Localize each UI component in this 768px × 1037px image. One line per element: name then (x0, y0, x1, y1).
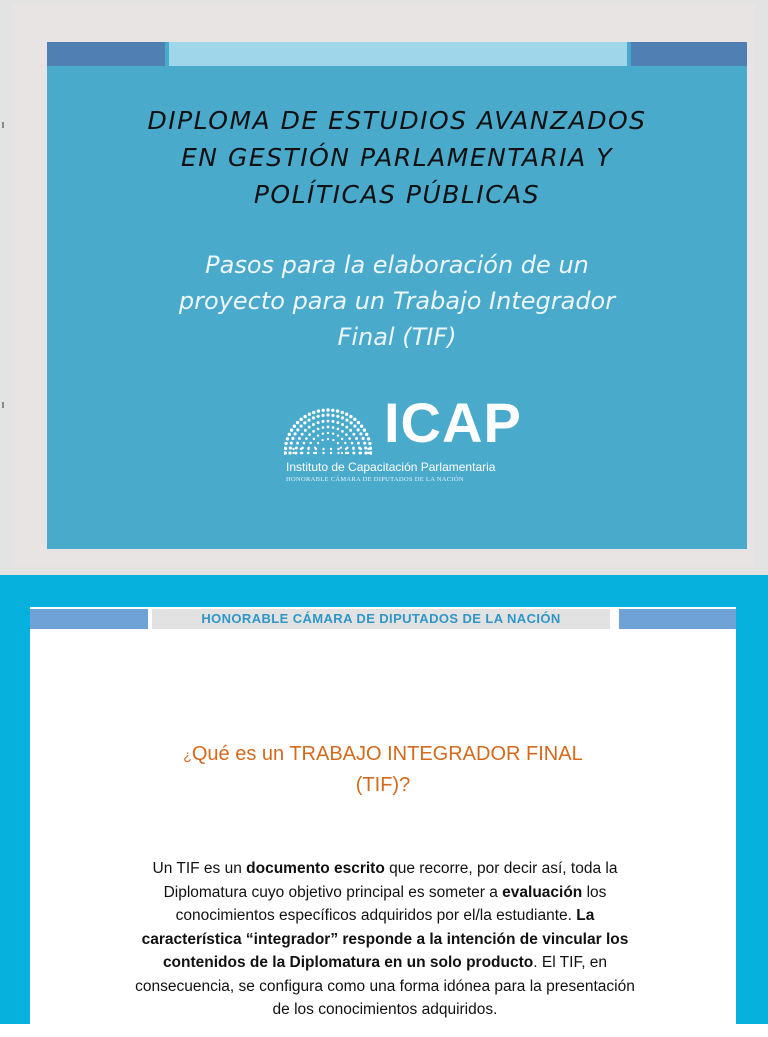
dome-dot (332, 439, 334, 441)
dome-dot (337, 434, 339, 436)
slide-header: HONORABLE CÁMARA DE DIPUTADOS DE LA NACIÓN (152, 609, 610, 629)
dome-dot (350, 421, 353, 424)
dome-dot (295, 447, 298, 450)
heading-line: Qué es un TRABAJO INTEGRADOR FINAL (191, 743, 583, 765)
dome-dot (327, 438, 329, 440)
dome-dot (303, 442, 306, 445)
dome-dot (353, 425, 356, 428)
dome-dot (340, 447, 342, 449)
dome-dot (362, 437, 365, 440)
dome-dot (317, 415, 320, 418)
dome-dot (315, 452, 317, 454)
dome-dot (321, 409, 324, 412)
dome-dot (337, 428, 340, 431)
body-emphasis: documento escrito (246, 860, 385, 877)
body-emphasis: La característica “integrador” responde a la intención de vincular los contenidos de la Diplomatura en un solo producto (141, 907, 629, 971)
dome-dot (349, 415, 352, 418)
dome-dot (345, 426, 348, 429)
dome-dot (327, 426, 330, 429)
body-text: los conocimientos específicos adquiridos por el/la estudiante. (175, 883, 607, 924)
ruler-tick (2, 402, 4, 408)
dome-dot (332, 432, 334, 434)
dome-dot (290, 442, 293, 445)
dome-dot (304, 429, 307, 432)
dome-dot (348, 437, 351, 440)
dome-dot (312, 423, 315, 426)
section-heading (90, 739, 676, 800)
dome-dot (317, 409, 320, 412)
dome-dot (292, 448, 294, 450)
dome-dot (363, 442, 366, 445)
header-bar-left (47, 42, 165, 66)
dome-dot (322, 448, 324, 450)
dome-dot (285, 452, 287, 454)
dome-dot (284, 442, 287, 445)
subtitle-line: Pasos para la elaboración de un (205, 251, 589, 279)
dome-dot (345, 433, 348, 436)
dome-dot (341, 452, 343, 454)
dome-dot (360, 424, 363, 427)
dome-dot (295, 452, 298, 455)
dome-dot (317, 442, 319, 444)
dome-dot (364, 446, 367, 449)
dome-dot (336, 421, 339, 424)
dome-dot (308, 426, 311, 429)
dome-dot (317, 434, 319, 436)
title-slide-panel (47, 42, 747, 549)
dome-dot (312, 430, 315, 433)
dome-dot (341, 423, 344, 426)
dome-dot (332, 426, 335, 429)
title-line: POLÍTICAS PÚBLICAS (253, 180, 541, 209)
logo-house-name: HONORABLE CÁMARA DE DIPUTADOS DE LA NACIÓN (286, 476, 464, 483)
dome-dot (359, 432, 362, 435)
dome-dot (300, 452, 302, 454)
dome-dot (296, 421, 299, 424)
title-line: DIPLOMA DE ESTUDIOS AVANZADOS (147, 106, 647, 135)
subtitle-line: proyecto para un Trabajo Integrador (178, 287, 616, 315)
dome-dot (331, 414, 334, 417)
dome-dot (365, 433, 368, 436)
dome-dot (315, 448, 317, 450)
dome-dot (289, 446, 292, 449)
header-bar-left (30, 609, 148, 629)
heading-question-mark: ¿ (183, 747, 192, 763)
dome-dot (292, 452, 294, 454)
dome-dot (327, 432, 329, 434)
body-text: Un TIF es un (152, 860, 247, 877)
dome-dot (296, 428, 299, 431)
dome-dot (299, 418, 302, 421)
parliament-dome-icon (284, 397, 372, 457)
dome-dot (322, 426, 325, 429)
dome-dot (301, 433, 304, 436)
dome-dot (288, 451, 291, 454)
dome-dot (305, 437, 308, 440)
dome-dot (308, 433, 311, 436)
dome-dot (307, 448, 309, 450)
body-emphasis: evaluación (502, 883, 583, 901)
slide-2-frame (0, 575, 768, 1024)
dome-dot (322, 439, 324, 441)
dome-dot (322, 420, 325, 423)
dome-dot (300, 448, 302, 450)
dome-dot (345, 452, 347, 454)
dome-dot (353, 418, 356, 421)
dome-dot (322, 452, 324, 454)
dome-dot (303, 415, 306, 418)
dome-dot (367, 452, 369, 454)
dome-dot (352, 452, 354, 454)
dome-dot (360, 448, 362, 450)
dome-dot (317, 421, 320, 424)
dome-dot (296, 442, 299, 445)
dome-dot (357, 442, 360, 445)
dome-dot (290, 428, 293, 431)
body-text: . El TIF, en consecuencia, se configura como una forma idónea para la presentación de los conocimientos adquiridos. (135, 954, 635, 1018)
slide-2 (30, 607, 736, 1037)
dome-dot (300, 425, 303, 428)
dome-dot (330, 452, 332, 454)
heading-line: (TIF)? (355, 774, 411, 796)
dome-dot (313, 452, 315, 454)
dome-dot (360, 452, 362, 454)
body-text: que recorre, por decir así, toda la Diplomatura cuyo objetivo principal es someter a (163, 860, 618, 901)
dome-dot (330, 448, 332, 450)
dome-dot (337, 452, 339, 454)
dome-dot (363, 428, 366, 431)
dome-dot (336, 415, 339, 418)
dome-dot (331, 409, 334, 412)
dome-dot (332, 420, 335, 423)
dome-dot (322, 432, 324, 434)
dome-dot (288, 433, 291, 436)
dome-dot (367, 437, 370, 440)
header-bar-middle (169, 42, 627, 66)
dome-dot (337, 442, 339, 444)
dome-dot (286, 437, 289, 440)
dome-dot (352, 433, 355, 436)
dome-dot (369, 451, 372, 454)
dome-dot (368, 442, 371, 445)
slide-1 (12, 4, 755, 567)
dome-dot (352, 448, 354, 450)
dome-dot (337, 448, 339, 450)
dome-dot (308, 413, 311, 416)
dome-dot (326, 408, 329, 411)
dome-dot (357, 428, 360, 431)
dome-dot (341, 416, 344, 419)
dome-dot (327, 420, 330, 423)
dome-dot (355, 437, 358, 440)
dome-dot (291, 437, 294, 440)
title-line: EN GESTIÓN PARLAMENTARIA Y (181, 143, 613, 172)
dome-dot (357, 421, 360, 424)
dome-dot (307, 452, 309, 454)
dome-dot (345, 448, 347, 450)
dome-dot (345, 413, 348, 416)
icap-logo (284, 391, 522, 492)
dome-dot (313, 438, 315, 440)
dome-dot (294, 432, 297, 435)
dome-dot (293, 424, 296, 427)
logo-institute-name: Instituto de Capacitación Parlamentaria (286, 460, 496, 474)
dome-dot (345, 419, 348, 422)
dome-dot (344, 442, 346, 444)
tif-definition-paragraph (125, 857, 645, 1022)
dome-dot (349, 429, 352, 432)
dome-dot (351, 442, 354, 445)
dome-dot (367, 448, 369, 450)
dome-dot (341, 430, 344, 433)
dome-dot (317, 428, 320, 431)
logo-acronym: ICAP (384, 391, 522, 454)
header-bar-right (619, 609, 736, 629)
dome-dot (307, 419, 310, 422)
dome-dot (364, 451, 367, 454)
dome-dot (341, 411, 344, 414)
dome-dot (285, 448, 287, 450)
dome-dot (312, 416, 315, 419)
dome-dot (341, 438, 343, 440)
subtitle-line: Final (TIF) (337, 323, 457, 351)
dome-dot (326, 413, 329, 416)
dome-dot (309, 442, 311, 444)
dome-dot (336, 409, 339, 412)
dome-dot (303, 421, 306, 424)
dome-dot (298, 437, 301, 440)
dome-dot (312, 411, 315, 414)
dome-dot (321, 414, 324, 417)
header-bar-right (631, 42, 747, 66)
diploma-title (77, 102, 717, 213)
ruler-tick (2, 122, 4, 128)
presentation-subtitle (87, 247, 707, 355)
